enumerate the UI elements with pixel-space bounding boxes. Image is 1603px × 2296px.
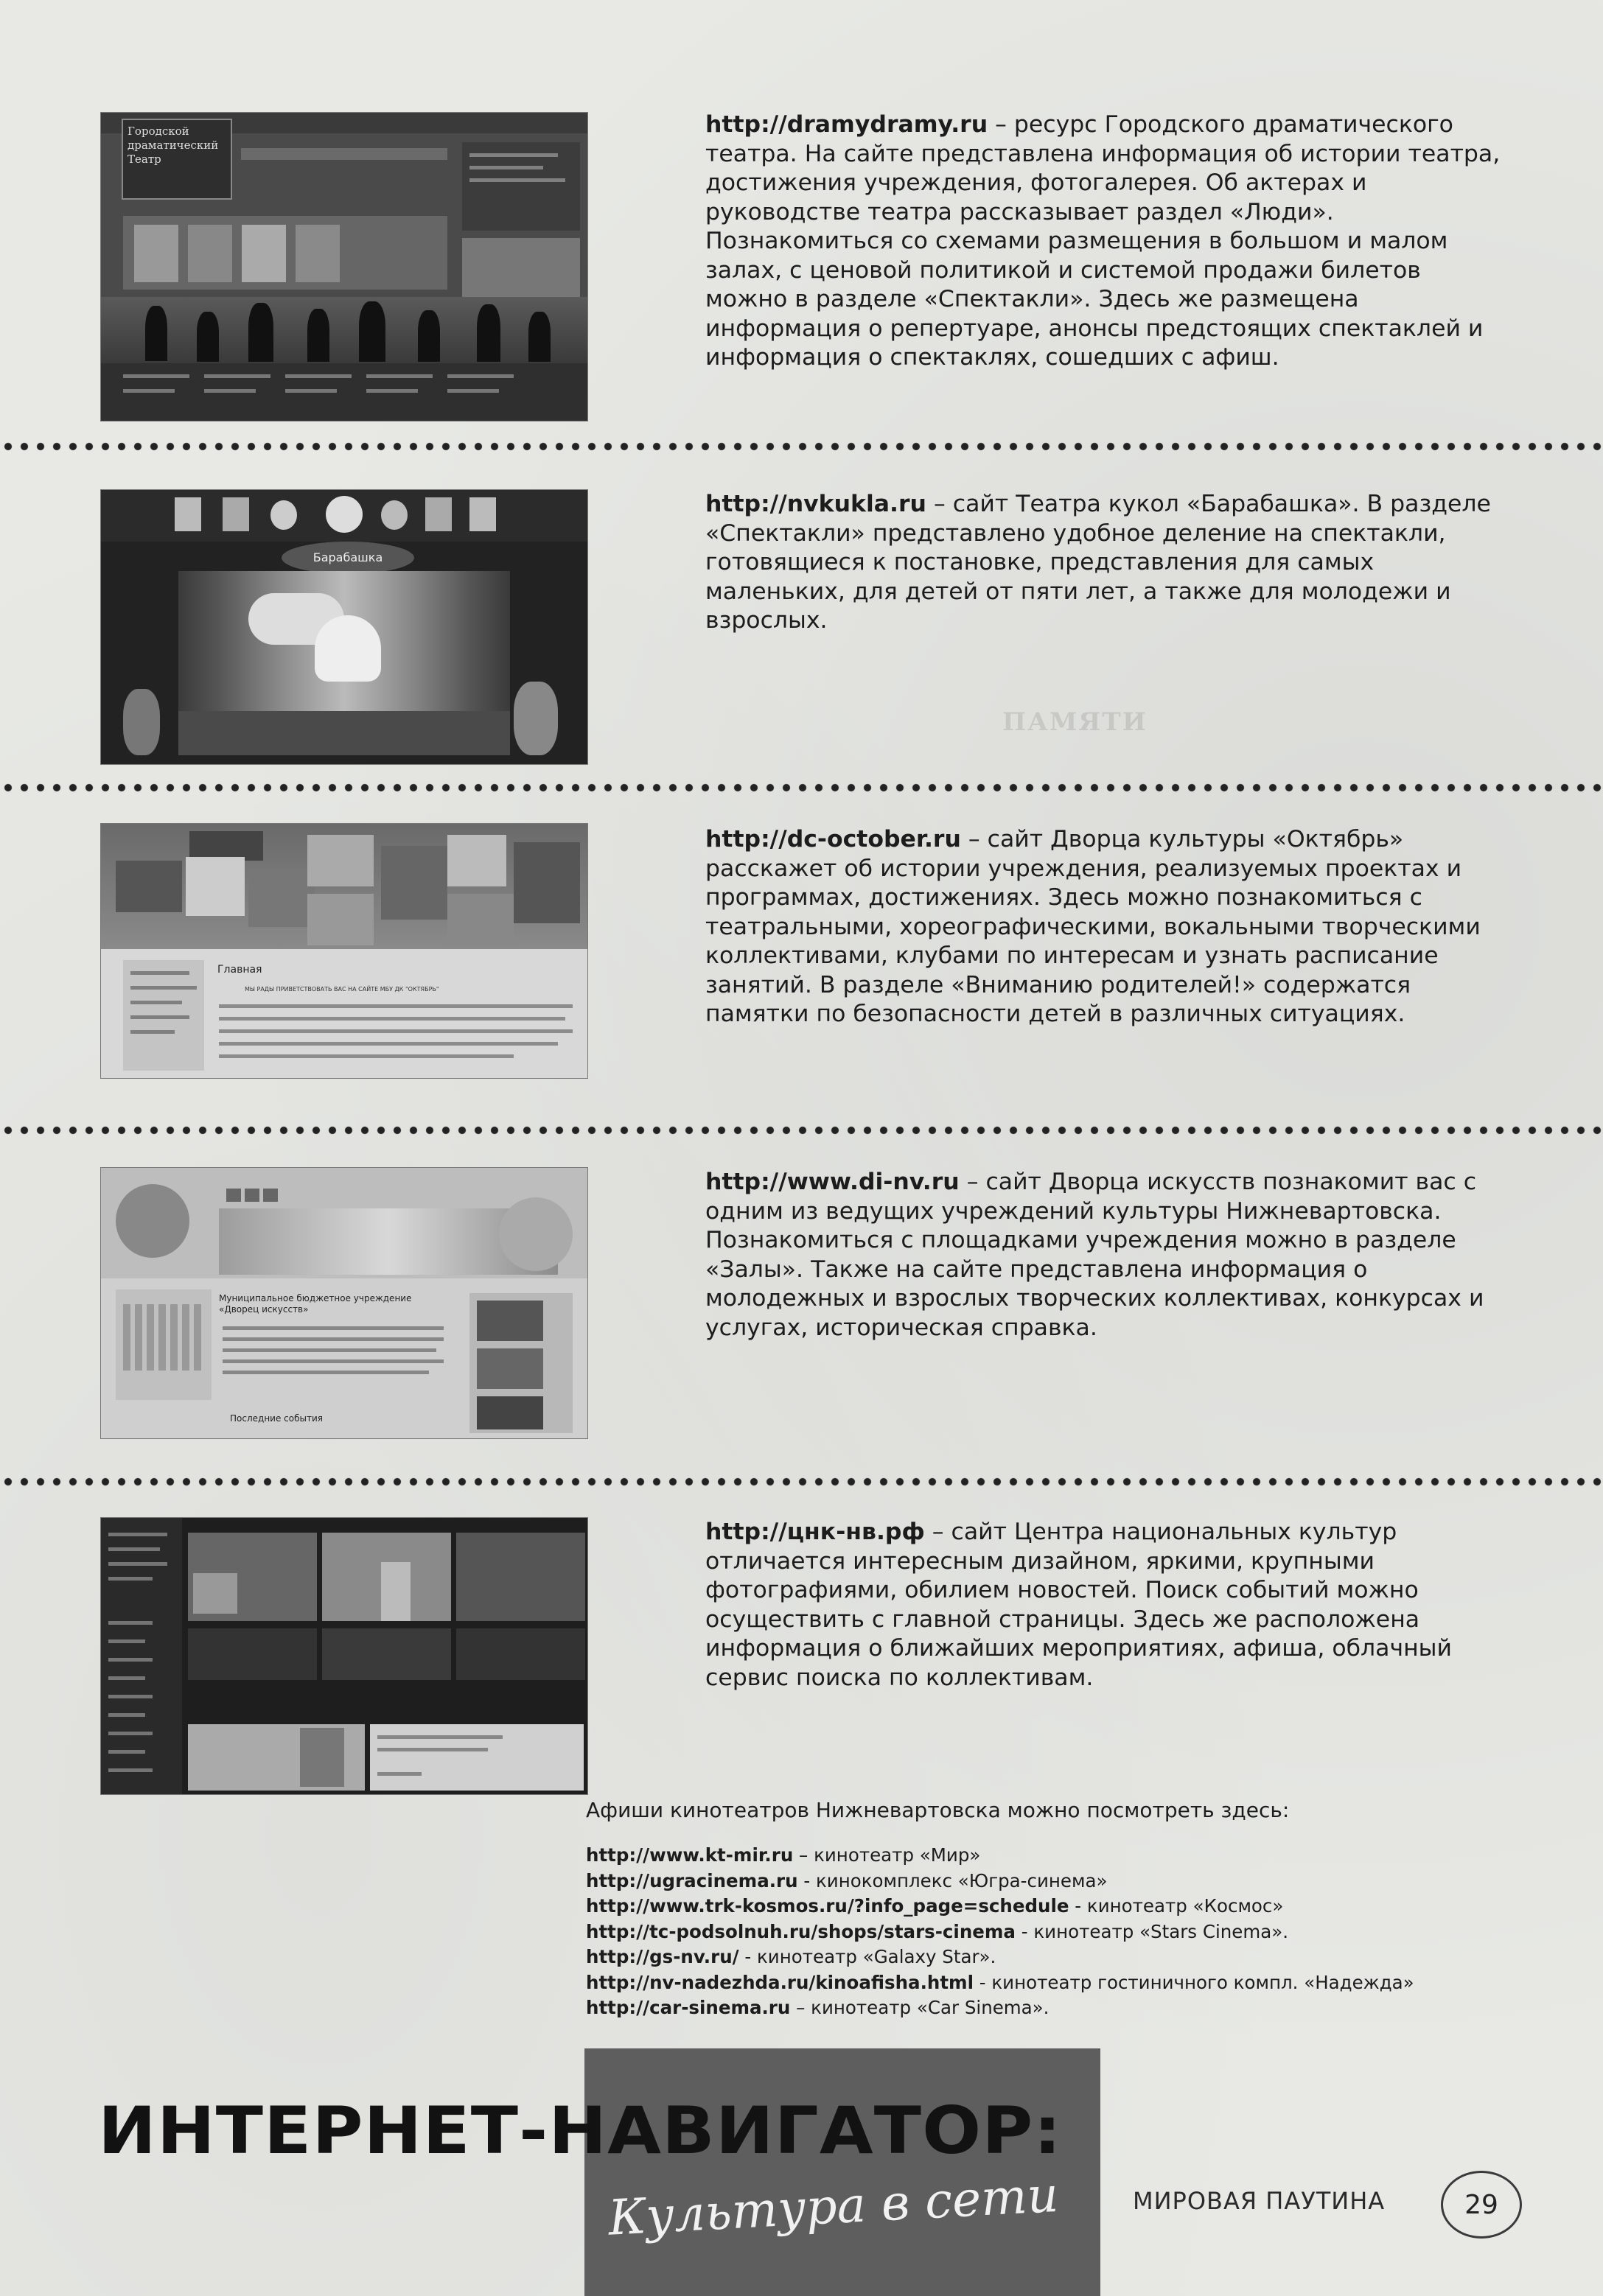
entry-nvkukla-url[interactable]: http://nvkukla.ru bbox=[705, 491, 926, 517]
entry-nvkukla-text: http://nvkukla.ru – сайт Театра кукол «Барабашка». В разделе «Спектакли» представлено удобное деление на спектакли, готовящиеся к постановке, представления для самых маленьких, для детей от пяти лет, а также для молодежи и взрослых. bbox=[705, 491, 1491, 634]
cinema-link[interactable]: http://car-sinema.ru bbox=[586, 1997, 791, 2018]
entry-cnk-text: http://цнк-нв.рф – сайт Центра национальных культур отличается интересным дизайном, яркими, крупными фотографиями, обилием новостей. Поиск событий можно осуществить с главной страницы. Здесь же расположена информация о ближайших мероприятиях, афиша, облачный сервис поиска по коллективам. bbox=[705, 1519, 1453, 1691]
screenshot-dramydramy bbox=[101, 113, 587, 421]
bleed-through: ПАМЯТИ bbox=[1002, 707, 1148, 737]
cinema-link[interactable]: http://ugracinema.ru bbox=[586, 1869, 798, 1891]
page-number: 29 bbox=[1441, 2171, 1522, 2239]
dotted-divider bbox=[0, 1477, 1603, 1486]
dotted-divider bbox=[0, 442, 1603, 451]
screenshot-di-nv bbox=[101, 1168, 587, 1438]
list-item: http://gs-nv.ru/ - кинотеатр «Galaxy Star». bbox=[586, 1946, 996, 1967]
entry-cnk-url[interactable]: http://цнк-нв.рф bbox=[705, 1519, 925, 1545]
screenshot-heading: Главная bbox=[217, 964, 262, 976]
page-title: ИНТЕРНЕТ-НАВИГАТОР: bbox=[98, 2093, 1063, 2169]
page-subtitle: Культура в сети bbox=[607, 2166, 1060, 2247]
cinema-listing bbox=[586, 1798, 1544, 2021]
entry-dramydramy-url[interactable]: http://dramydramy.ru bbox=[705, 111, 988, 138]
list-item: http://ugracinema.ru - кинокомплекс «Югра-синема» bbox=[586, 1869, 1108, 1891]
entry-di-nv-text: http://www.di-nv.ru – сайт Дворца искусств познакомит вас с одним из ведущих учреждений культуры Нижневартовска. Познакомиться с площадками учреждения можно в разделе «Залы». Также на сайте представлена информация о молодежных и взрослых творческих коллективах, конкурсах и услугах, историческая справка. bbox=[705, 1169, 1484, 1341]
screenshot-welcome: МЫ РАДЫ ПРИВЕТСТВОВАТЬ ВАС НА САЙТЕ МБУ ДК "ОКТЯБРЬ" bbox=[245, 986, 439, 993]
entry-di-nv-url[interactable]: http://www.di-nv.ru bbox=[705, 1169, 960, 1195]
cinema-link[interactable]: http://tc-podsolnuh.ru/shops/stars-cinema bbox=[586, 1920, 1016, 1942]
cinema-link[interactable]: http://gs-nv.ru/ bbox=[586, 1946, 739, 1967]
cinema-heading: Афиши кинотеатров Нижневартовска можно посмотреть здесь: bbox=[586, 1798, 1290, 1822]
entry-dramydramy-text: http://dramydramy.ru – ресурс Городского драматического театра. На сайте представлена информация об истории театра, достижения учреждения, фотогалерея. Об актерах и руководстве театра рассказывает раздел «Люди». Познакомиться со схемами размещения в большом и малом залах, с ценовой политикой и системой продажи билетов можно в разделе «Спектакли». Здесь же размещена информация о репертуаре, анонсы предстоящих спектаклей и информация о спектаклях, сошедших с афиш. bbox=[705, 111, 1501, 371]
cinema-link[interactable]: http://www.kt-mir.ru bbox=[586, 1844, 794, 1866]
screenshot-events: Последние события bbox=[230, 1413, 323, 1424]
list-item: http://nv-nadezhda.ru/kinoafisha.html - кинотеатр гостиничного компл. «Надежда» bbox=[586, 1971, 1414, 1993]
list-item: http://car-sinema.ru – кинотеатр «Car Sinema». bbox=[586, 1997, 1050, 2018]
dancers-silhouette bbox=[101, 297, 587, 363]
cinema-list bbox=[586, 1843, 1544, 2021]
screenshot-heading: Муниципальное бюджетное учреждение «Дворец искусств» bbox=[219, 1293, 412, 1315]
dotted-divider bbox=[0, 783, 1603, 792]
cinema-link[interactable]: http://www.trk-kosmos.ru/?info_page=schedule bbox=[586, 1895, 1069, 1917]
puppet-theatre-logo: Барабашка bbox=[282, 542, 414, 574]
list-item: http://tc-podsolnuh.ru/shops/stars-cinema - кинотеатр «Stars Cinema». bbox=[586, 1920, 1289, 1942]
dotted-divider bbox=[0, 1126, 1603, 1135]
cinema-link[interactable]: http://nv-nadezhda.ru/kinoafisha.html bbox=[586, 1971, 974, 1993]
entry-dc-october-url[interactable]: http://dc-october.ru bbox=[705, 826, 961, 853]
list-item: http://www.trk-kosmos.ru/?info_page=schedule - кинотеатр «Космос» bbox=[586, 1895, 1284, 1917]
screenshot-nvkukla bbox=[101, 490, 587, 764]
theatre-logo: Городской драматический Театр bbox=[122, 119, 232, 200]
list-item: http://www.kt-mir.ru – кинотеатр «Мир» bbox=[586, 1844, 981, 1866]
section-label: МИРОВАЯ ПАУТИНА bbox=[1133, 2187, 1386, 2215]
screenshot-cnk bbox=[101, 1518, 587, 1794]
entry-dc-october-text: http://dc-october.ru – сайт Дворца культуры «Октябрь» расскажет об истории учреждения, реализуемых проектах и программах, достижениях. Здесь можно познакомиться с театральными, хореографическими, вокальными творческими коллективами, клубами по интересам и узнать расписание занятий. В разделе «Вниманию родителей!» содержатся памятки по безопасности детей в различных ситуациях. bbox=[705, 826, 1481, 1027]
screenshot-dc-october bbox=[101, 824, 587, 1078]
